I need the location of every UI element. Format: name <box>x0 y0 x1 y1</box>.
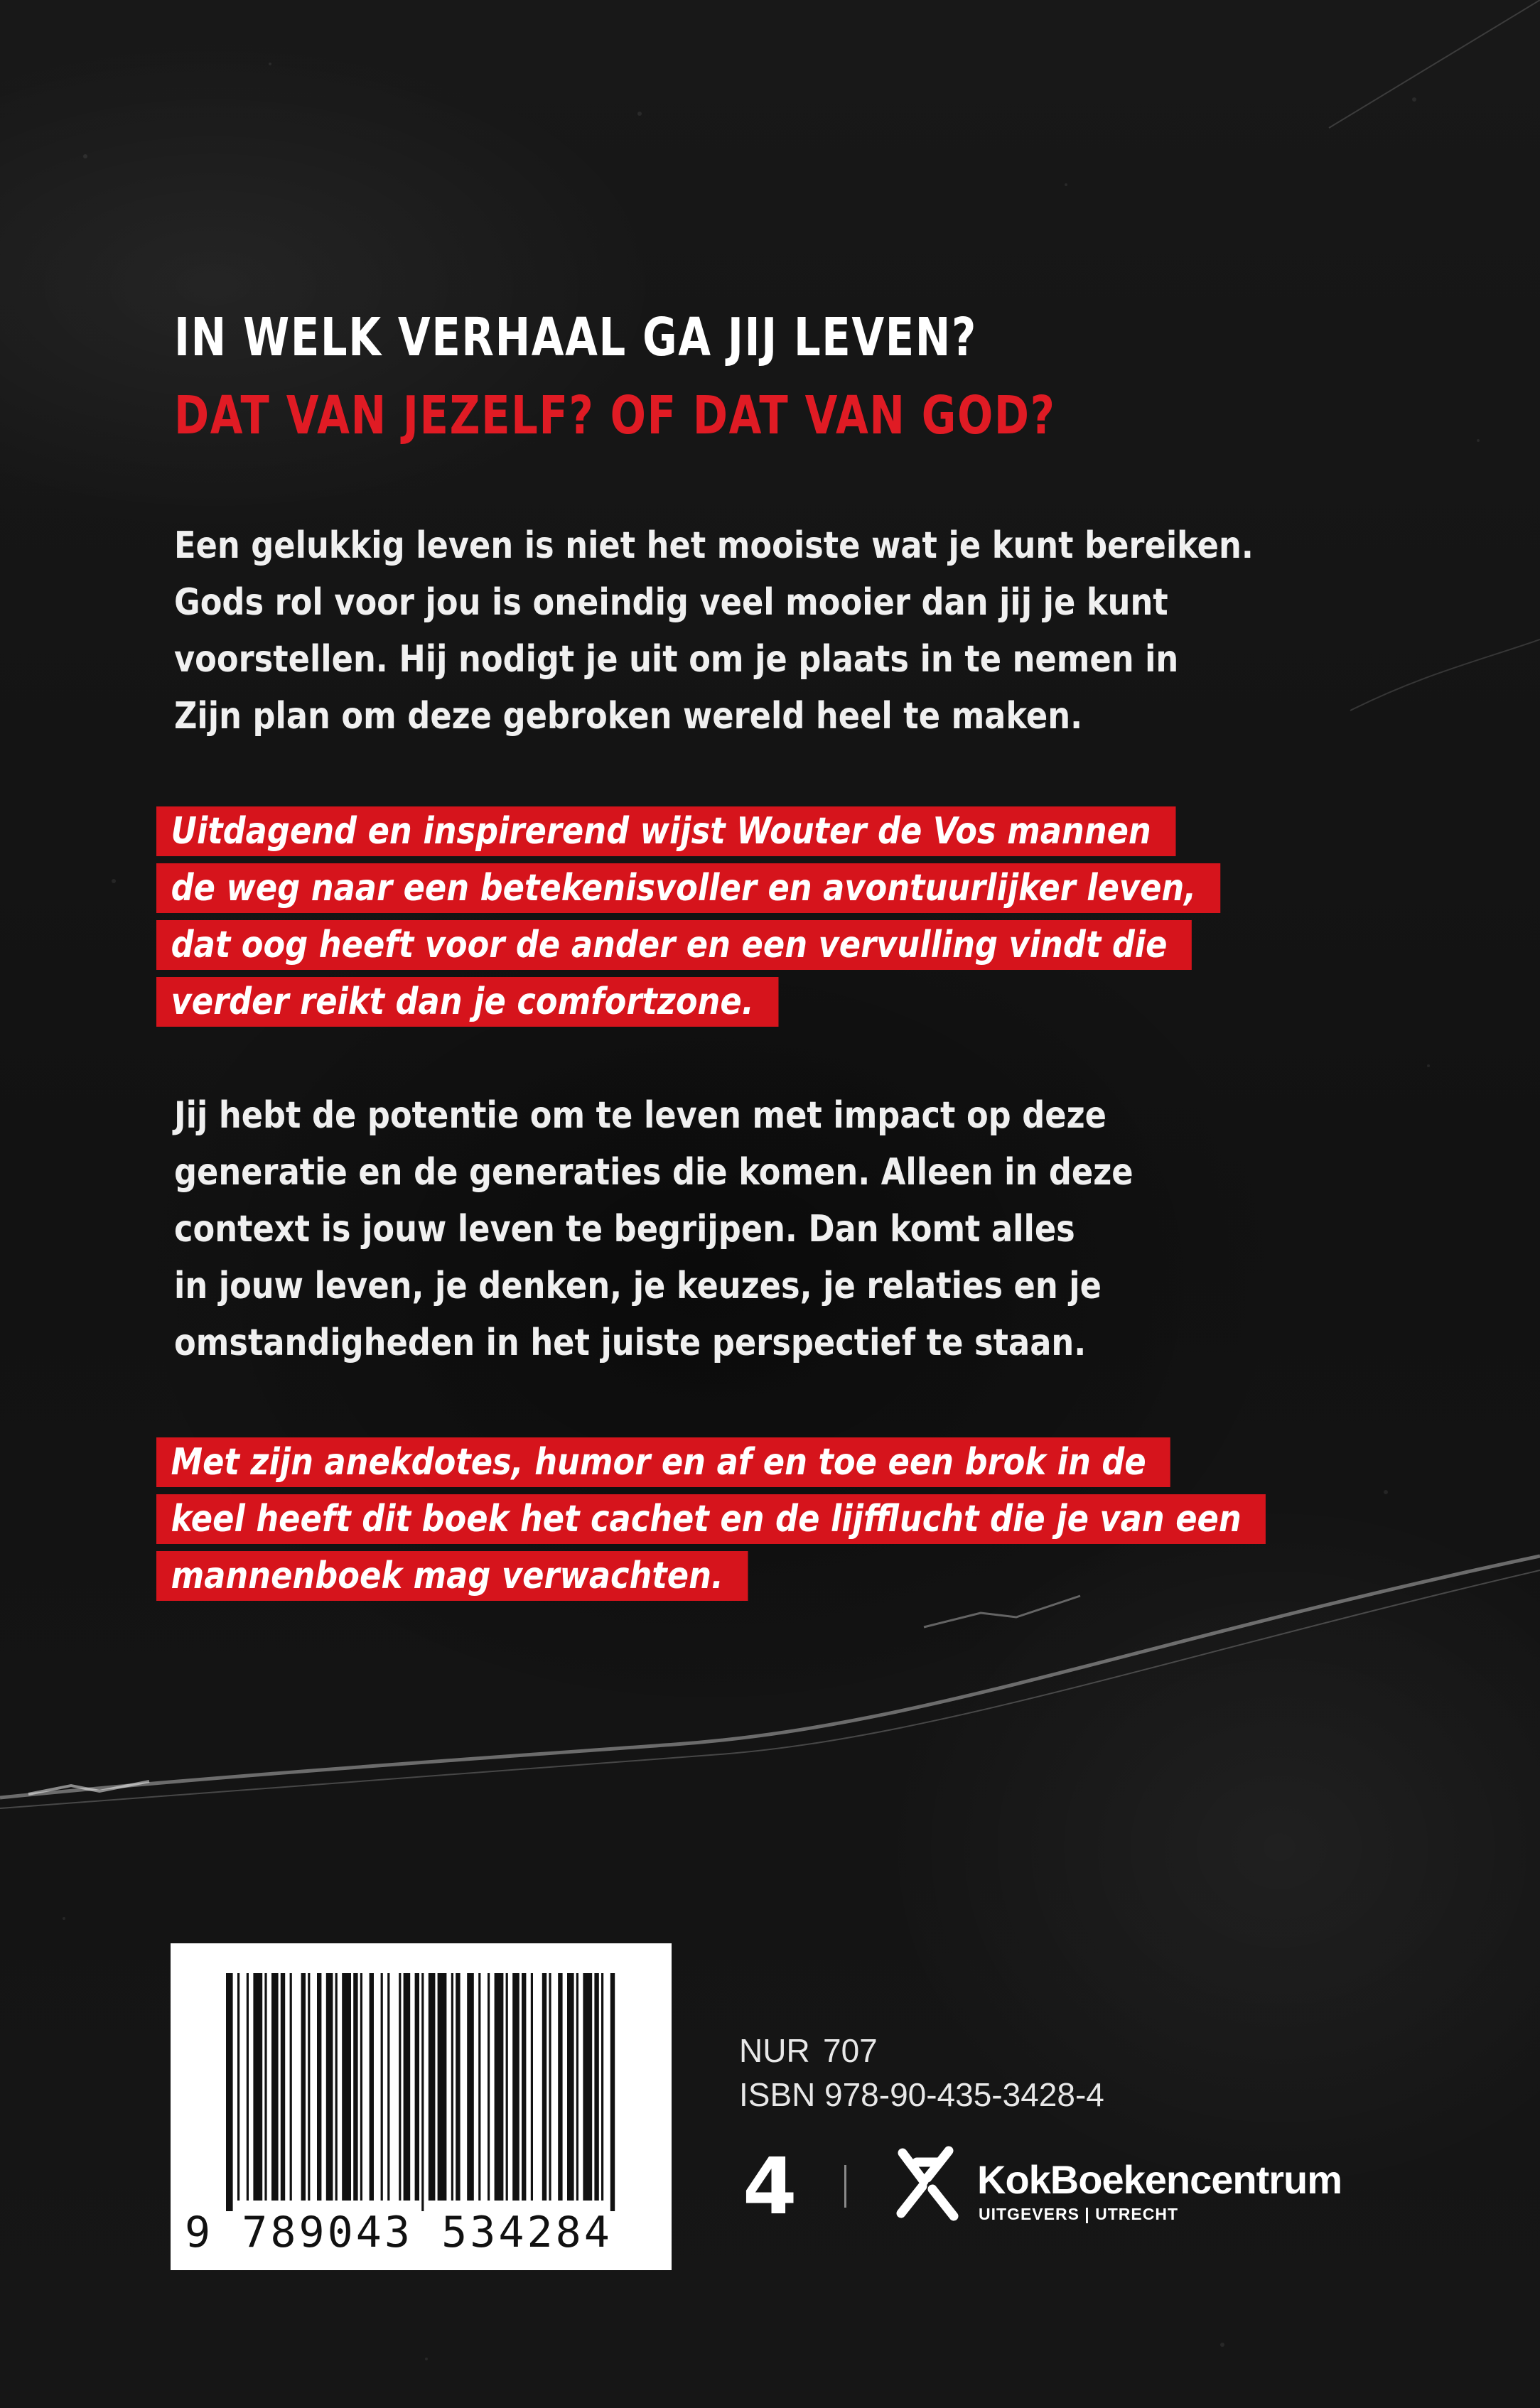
quote-line: keel heeft dit boek het cachet en de lijfflucht die je van een <box>156 1494 1266 1544</box>
barcode-bars <box>171 1943 672 2213</box>
barcode-bar <box>264 1973 266 2201</box>
barcode-bar <box>381 1973 383 2201</box>
publisher-subtitle: UITGEVERS | UTRECHT <box>979 2205 1179 2223</box>
barcode-bar <box>522 1973 526 2201</box>
paragraph-line: voorstellen. Hij nodigt je uit om je plaats in te nemen in <box>174 638 1179 681</box>
barcode-bar <box>237 1973 239 2201</box>
barcode-bar <box>421 1973 424 2211</box>
barcode-bar <box>601 1973 603 2201</box>
paragraph-line: Jij hebt de potentie om te leven met impact op deze <box>174 1094 1106 1137</box>
barcode-bar <box>549 1973 551 2201</box>
barcode-bar <box>438 1973 447 2201</box>
paragraph-line: context is jouw leven te begrijpen. Dan komt alles <box>174 1208 1075 1251</box>
barcode-bar <box>353 1973 357 2201</box>
barcode-bar <box>583 1973 592 2201</box>
barcode-bar <box>506 1973 508 2201</box>
barcode-bar <box>478 1973 480 2201</box>
paragraph-line: Zijn plan om deze gebroken wereld heel te maken. <box>174 695 1083 738</box>
barcode-bar <box>226 1973 233 2211</box>
barcode-bar <box>271 1973 279 2201</box>
barcode-bar <box>495 1973 504 2201</box>
publisher-name: KokBoekencentrum <box>977 2157 1342 2202</box>
barcode-bar <box>399 1973 401 2201</box>
barcode-bar <box>451 1973 453 2201</box>
barcode-bar <box>456 1973 460 2201</box>
paragraph-line: generatie en de generaties die komen. Alleen in deze <box>174 1151 1134 1194</box>
barcode-bar <box>290 1973 292 2201</box>
barcode-bar <box>415 1973 419 2201</box>
intro-paragraph <box>174 517 1325 745</box>
headline <box>174 298 1382 455</box>
barcode-bar <box>512 1973 519 2201</box>
paragraph-line: in jouw leven, je denken, je keuzes, je relaties en je <box>174 1265 1102 1307</box>
isbn-label: ISBN <box>739 2076 816 2113</box>
barcode-bar <box>370 1973 374 2201</box>
barcode-bar <box>308 1973 310 2201</box>
isbn-value: 978-90-435-3428-4 <box>824 2076 1104 2113</box>
barcode-bar <box>317 1973 321 2201</box>
barcode-bar <box>335 1973 338 2201</box>
quote-line: Uitdagend en inspirerend wijst Wouter de Vos mannen <box>156 806 1175 856</box>
barcode-bar <box>360 1973 362 2201</box>
barcode-bar <box>326 1973 333 2201</box>
quote-line: verder reikt dan je comfortzone. <box>156 977 778 1027</box>
nur-label: NUR <box>739 2032 810 2069</box>
barcode-bar <box>247 1973 249 2201</box>
barcode-bar <box>610 1973 615 2211</box>
barcode-number: 9 789043 534284 <box>185 2208 613 2257</box>
barcode-bar <box>576 1973 578 2201</box>
barcode-bar <box>253 1973 262 2201</box>
quote-line: de weg naar een betekenisvoller en avontuurlijker leven, <box>156 863 1221 913</box>
paragraph-line: omstandigheden in het juiste perspectief te staan. <box>174 1322 1087 1364</box>
barcode-bar <box>301 1973 306 2201</box>
highlighted-quote-2 <box>156 1437 1364 1608</box>
imprint-four-logo <box>739 2142 817 2228</box>
svg-text:4: 4 <box>743 2142 797 2228</box>
kok-boekencentrum-logo-icon <box>888 2142 966 2228</box>
paragraph-line: Een gelukkig leven is niet het mooiste wat je kunt bereiken. <box>174 524 1254 567</box>
paragraph-line: Gods rol voor jou is oneindig veel mooier dan jij je kunt <box>174 581 1168 624</box>
book-meta <box>739 2029 1104 2117</box>
barcode-bar <box>404 1973 411 2201</box>
headline-subquestion: DAT VAN JEZELF? OF DAT VAN GOD? <box>174 385 1056 446</box>
barcode-bar <box>467 1973 474 2201</box>
logo-divider <box>844 2165 846 2208</box>
highlighted-quote-1 <box>156 806 1364 1034</box>
publisher-block <box>739 2142 1450 2228</box>
quote-line: mannenboek mag verwachten. <box>156 1551 748 1601</box>
barcode-bar <box>429 1973 436 2201</box>
barcode-bar <box>531 1973 533 2201</box>
barcode-bar <box>488 1973 490 2201</box>
nur-value: 707 <box>823 2032 878 2069</box>
barcode-bar <box>342 1973 351 2201</box>
barcode-bar <box>387 1973 389 2201</box>
barcode-bar <box>594 1973 598 2201</box>
barcode-bar <box>567 1973 574 2201</box>
quote-line: dat oog heeft voor de ander en een vervulling vindt die <box>156 920 1192 970</box>
barcode <box>171 1943 672 2270</box>
body-paragraph <box>174 1087 1325 1371</box>
barcode-bar <box>558 1973 562 2201</box>
barcode-bar <box>542 1973 546 2201</box>
barcode-bar <box>281 1973 285 2201</box>
quote-line: Met zijn anekdotes, humor en af en toe een brok in de <box>156 1437 1170 1487</box>
headline-question: IN WELK VERHAAL GA JIJ LEVEN? <box>174 307 977 368</box>
